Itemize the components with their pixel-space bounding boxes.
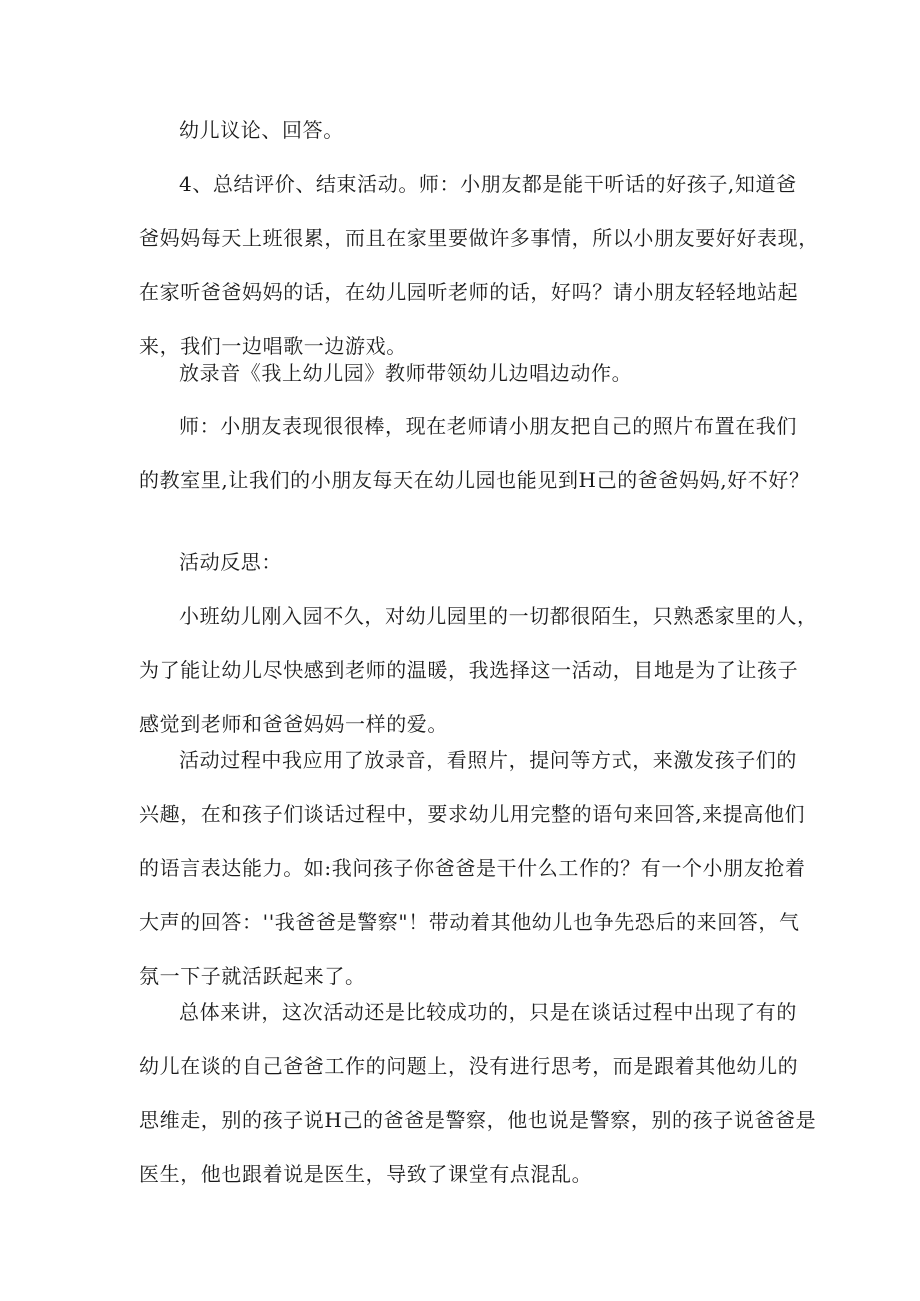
- paragraph-teacher-photos: [139, 399, 810, 507]
- text-line: 4、总结评价、结束活动。师：小朋友都是能干听话的好孩子,知道爸: [179, 172, 797, 196]
- text-line: 大声的回答：''我爸爸是警察"！带动着其他幼儿也争先恐后的来回答，气: [139, 910, 800, 934]
- text-line: 医生，他也跟着说是医生，导致了课堂有点混乱。: [139, 1162, 593, 1186]
- text-line: 的语言表达能力。如:我问孩子你爸爸是干什么工作的？有一个小朋友抢着: [139, 856, 806, 880]
- text-line: 思维走，别的孩子说H己的爸爸是警察，他也说是警察，别的孩子说爸爸是: [139, 1108, 817, 1132]
- text-line: 的教室里,让我们的小朋友每天在幼儿园也能见到H己的爸爸妈妈,好不好？: [139, 468, 810, 492]
- text-line: 师：小朋友表现很很棒，现在老师请小朋友把自己的照片布置在我们: [179, 414, 797, 438]
- section-heading-reflection: [139, 535, 795, 589]
- text-line: 兴趣，在和孩子们谈话过程中，要求幼儿用完整的语句来回答,来提高他们: [139, 802, 806, 826]
- paragraph-activity-process: [139, 733, 806, 1003]
- text-line: 在家听爸爸妈妈的话，在幼儿园听老师的话，好吗？请小朋友轻轻地站起: [139, 280, 799, 304]
- text-line: 氛一下子就活跃起来了。: [139, 964, 366, 988]
- paragraph-children-discuss: [139, 103, 795, 157]
- text-line: 来，我们一边唱歌一边游戏。: [139, 334, 407, 358]
- text-line: 小班幼儿刚入园不久，对幼儿园里的一切都很陌生，只熟悉家里的人，: [179, 604, 818, 628]
- text-line: 活动反思：: [179, 550, 282, 574]
- text-line: 总体来讲，这次活动还是比较成功的，只是在谈话过程中出现了有的: [179, 1000, 797, 1024]
- text-line: 幼儿议论、回答。: [179, 118, 344, 142]
- text-line: 感觉到老师和爸爸妈妈一样的爱。: [139, 712, 448, 736]
- text-line: 活动过程中我应用了放录音，看照片，提问等方式，来激发孩子们的: [179, 748, 797, 772]
- text-line: 为了能让幼儿尽快感到老师的温暖，我选择这一活动，目地是为了让孩子: [139, 658, 799, 682]
- paragraph-summary-evaluation: [139, 157, 819, 373]
- text-line: 爸妈妈每天上班很累，而且在家里要做许多事情，所以小朋友要好好表现，: [139, 226, 819, 250]
- paragraph-overall-summary: [139, 985, 817, 1201]
- paragraph-play-recording: [139, 346, 795, 400]
- text-line: 幼儿在谈的自己爸爸工作的问题上，没有进行思考，而是跟着其他幼儿的: [139, 1054, 799, 1078]
- text-line: 放录音《我上幼儿园》教师带领幼儿边唱边动作。: [179, 361, 633, 385]
- paragraph-reflection-intro: [139, 589, 818, 751]
